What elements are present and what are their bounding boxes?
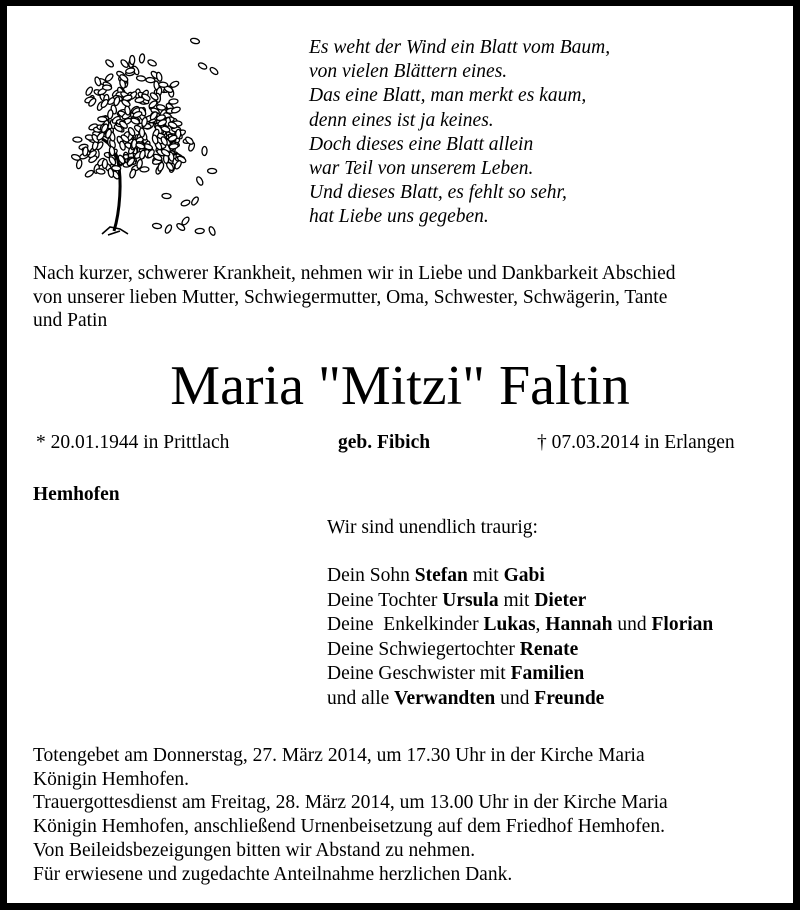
poem-line: von vielen Blättern eines. [309, 61, 508, 83]
mourner-line: Deine Geschwister mit Familien [327, 663, 585, 684]
intro-text [33, 262, 793, 333]
poem-line: Und dieses Blatt, es fehlt so sehr, [309, 182, 567, 204]
closing-line: Von Beileidsbezeigungen bitten wir Abstand zu nehmen. [33, 839, 476, 861]
residence-place: Hemhofen [33, 484, 120, 505]
poem [309, 36, 610, 230]
closing-line: Totengebet am Donnerstag, 27. März 2014, um 17.30 Uhr in der Kirche Maria [33, 745, 645, 766]
poem-line: war Teil von unserem Leben. [309, 158, 534, 180]
poem-line: Es weht der Wind ein Blatt vom Baum, [309, 37, 611, 58]
intro-line: von unserer lieben Mutter, Schwiegermutter, Oma, Schwester, Schwägerin, Tante [33, 286, 668, 308]
tree-with-falling-leaves-icon [62, 31, 222, 241]
closing-line: Königin Hemhofen. [33, 768, 189, 790]
mourners-list [327, 564, 713, 711]
birth-info: * 20.01.1944 in Prittlach [36, 432, 230, 453]
closing-line: Für erwiesene und zugedachte Anteilnahme herzlichen Dank. [33, 863, 513, 885]
closing-line: Königin Hemhofen, anschließend Urnenbeisetzung auf dem Friedhof Hemhofen. [33, 816, 665, 838]
poem-line: denn eines ist ja keines. [309, 109, 494, 131]
closing-line: Trauergottesdienst am Freitag, 28. März 2014, um 13.00 Uhr in der Kirche Maria [33, 792, 668, 814]
poem-line: Doch dieses eine Blatt allein [309, 133, 534, 155]
mourner-line: Deine Tochter Ursula mit Dieter [327, 589, 587, 611]
intro-line: und Patin [33, 310, 108, 331]
mourner-line: Dein Sohn Stefan mit Gabi [327, 565, 545, 586]
mourner-line: Deine Enkelkinder Lukas, Hannah und Florian [327, 614, 714, 635]
intro-line: Nach kurzer, schwerer Krankheit, nehmen wir in Liebe und Dankbarkeit Abschied [33, 263, 676, 284]
mourner-line: und alle Verwandten und Freunde [327, 687, 605, 709]
deceased-name: Maria "Mitzi" Faltin [170, 355, 630, 417]
maiden-name: geb. Fibich [338, 432, 431, 453]
mourners-title: Wir sind unendlich traurig: [327, 517, 538, 538]
obituary-page [7, 6, 793, 903]
poem-line: Das eine Blatt, man merkt es kaum, [309, 85, 587, 107]
death-info: † 07.03.2014 in Erlangen [537, 432, 735, 453]
mourner-line: Deine Schwiegertochter Renate [327, 638, 579, 660]
closing-text [33, 744, 668, 886]
poem-line: hat Liebe uns gegeben. [309, 206, 489, 228]
